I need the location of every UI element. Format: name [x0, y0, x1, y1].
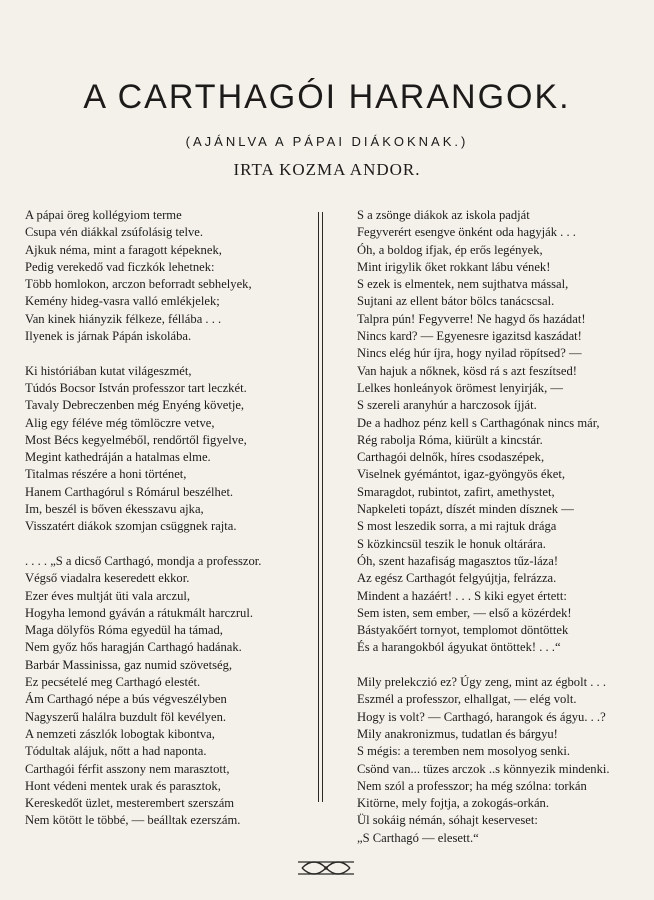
verse-line: A pápai öreg kollégyiom terme	[25, 208, 182, 222]
verse-line: Sem isten, sem ember, — első a közérdek!	[357, 605, 572, 620]
verse-line: Ilyenek is járnak Pápán iskolába.	[25, 329, 192, 344]
verse-line: Talpra pún! Fegyverre! Ne hagyd ős hazádat!	[357, 311, 586, 326]
verse-line: Van hajuk a nőknek, kösd rá s azt feszítsed!	[357, 363, 577, 378]
verse-line: Viselnek gyémántot, igaz-gyöngyös éket,	[357, 467, 566, 482]
verse-line: S mégis: a teremben nem mosolyog senki.	[357, 744, 571, 759]
verse-line: Fegyverért esengve önként oda hagyják . . .	[357, 225, 576, 240]
verse-line: Tavaly Debreczenben még Enyéng követje,	[25, 398, 245, 413]
verse-line: Barbár Massinissa, gaz numid szövetség,	[25, 657, 233, 672]
verse-line: Bástyakőért tornyot, templomot döntöttek	[357, 623, 569, 638]
verse-line: Nem szól a professzor; ha még szólna: torkán	[357, 778, 587, 793]
verse-line: Lelkes honleányok örömest lenyirják, —	[357, 380, 563, 395]
verse-line: A nemzeti zászlók lobogtak kibontva,	[25, 726, 215, 741]
left-column	[25, 207, 310, 847]
right-stanza	[357, 674, 642, 847]
ornament-icon	[294, 858, 358, 878]
column-divider-line	[322, 212, 323, 802]
verse-line: Alig egy féléve még tömlöczre vetve,	[25, 415, 215, 430]
verse-line: Több homlokon, arczon beforradt sebhelyek,	[25, 277, 252, 292]
verse-line: Ezer éves multját üti vala arczul,	[25, 588, 191, 603]
verse-line: S közkincsül teszik le honuk oltárára.	[357, 536, 546, 551]
verse-line: Ez pecsételé meg Carthagó elestét.	[25, 675, 201, 690]
verse-line: Nagyszerű halálra buzdult föl kevélyen.	[25, 709, 227, 724]
verse-line: Carthagói férfit asszony nem marasztott,	[25, 761, 230, 776]
left-stanza	[25, 553, 310, 830]
verse-line: Végső viadalra keseredett ekkor.	[25, 571, 190, 586]
verse-line: Ki históriában kutat világeszmét,	[25, 363, 192, 378]
verse-line: Smaragdot, rubintot, zafirt, amethystet,	[357, 484, 555, 499]
verse-line: De a hadhoz pénz kell s Carthagónak nincs már,	[357, 415, 600, 430]
verse-line: S szereli aranyhúr a harczosok íjját.	[357, 398, 537, 413]
verse-line: Sujtani az ellent bátor bölcs tanácscsal.	[357, 294, 555, 309]
verse-line: Kereskedőt üzlet, mesterembert szerszám	[25, 796, 235, 811]
verse-line: Rég rabolja Róma, kiürült a kincstár.	[357, 432, 543, 447]
verse-line: Ám Carthagó népe a bús végveszélyben	[25, 692, 227, 707]
verse-line: Nincs kard? — Egyenesre igazitsd kaszádat!	[357, 329, 582, 344]
verse-line: Im, beszél is bőven ékesszavu ajka,	[25, 502, 204, 517]
verse-line: Titalmas részére a honi történet,	[25, 467, 187, 482]
column-divider-line	[318, 212, 319, 802]
verse-line: Az egész Carthagót felgyújtja, felrázza.	[357, 571, 557, 586]
verse-line: Ajkuk néma, mint a faragott képeknek,	[25, 242, 222, 257]
verse-line: Most Bécs kegyelméből, rendőrtől figyelve,	[25, 432, 247, 447]
verse-line: Mindent a hazáért! . . . S kiki egyet értett:	[357, 588, 567, 603]
verse-line: Visszatért diákok szomjan csüggnek rajta.	[25, 519, 237, 534]
verse-line: Hogy is volt? — Carthagó, harangok és ágyu. . .?	[357, 709, 606, 724]
verse-line: „S Carthagó — elesett.“	[357, 830, 479, 845]
verse-line: Hont védeni mentek urak és parasztok,	[25, 778, 221, 793]
verse-line: Hogyha lemond gyáván a rátukmált harczrul.	[25, 605, 254, 620]
left-stanza	[25, 363, 310, 536]
verse-line: Csupa vén diákkal zsúfolásig telve.	[25, 225, 204, 240]
verse-line: S ezek is elmentek, nem sujthatva mással,	[357, 277, 569, 292]
verse-line: S most leszedik sorra, a mi rajtuk drága	[357, 519, 557, 534]
verse-line: És a harangokból ágyukat öntöttek! . . .“	[357, 640, 561, 655]
verse-line: Óh, a boldog ifjak, ép erős legények,	[357, 242, 543, 257]
left-stanza	[25, 207, 310, 345]
right-stanza	[357, 207, 642, 657]
verse-line: Maga dölyfös Róma egyedül ha támad,	[25, 623, 223, 638]
verse-line: Nem kötött le többé, — beálltak ezerszám.	[25, 813, 241, 828]
verse-line: Pedig verekedő vad ficzkók lehetnek:	[25, 259, 215, 274]
right-column	[357, 207, 642, 864]
verse-line: Nincs elég húr íjra, hogy nyilad röpítsed? —	[357, 346, 582, 361]
verse-line: Kemény hideg-vasra valló emlékjelek;	[25, 294, 220, 309]
verse-line: Mily prelekczió ez? Úgy zeng, mint az égbolt . . .	[357, 675, 606, 690]
verse-line: Van kinek hiányzik félkeze, féllába . . .	[25, 311, 222, 326]
verse-line: Megint kathedráján a hatalmas elme.	[25, 450, 211, 465]
verse-line: Ül sokáig némán, sóhajt keserveset:	[357, 813, 538, 828]
verse-line: . . . . „S a dicső Carthagó, mondja a professzor.	[25, 553, 262, 568]
verse-line: Mint irigylik őket rokkant lábu vének!	[357, 259, 551, 274]
dedication: (AJÁNLVA A PÁPAI DIÁKOKNAK.)	[185, 134, 469, 149]
verse-line: Mily anakronizmus, tudatlan és bárgyu!	[357, 726, 558, 741]
verse-line: Túdós Bocsor István professzor tart leczkét.	[25, 380, 247, 395]
verse-line: Csönd van... tüzes arczok ..s könnyezik mindenki.	[357, 761, 610, 776]
verse-line: Carthagói delnők, híres csodaszépek,	[357, 450, 545, 465]
verse-line: Hanem Carthagórul s Rómárul beszélhet.	[25, 484, 234, 499]
verse-line: Eszmél a professzor, elhallgat, — elég volt.	[357, 692, 577, 707]
verse-line: Nem győz hős haragján Carthagó hadának.	[25, 640, 242, 655]
verse-line: S a zsönge diákok az iskola padját	[357, 208, 530, 222]
verse-line: Napkeleti topázt, díszét minden dísznek —	[357, 502, 574, 517]
verse-line: Tódultak alájuk, nőtt a had naponta.	[25, 744, 207, 759]
verse-line: Óh, szent hazafiság magasztos tűz-láza!	[357, 553, 559, 568]
poem-title: A CARTHAGÓI HARANGOK.	[83, 78, 571, 116]
author-line: IRTA KOZMA ANDOR.	[233, 160, 421, 179]
verse-line: Kitörne, mely fojtja, a zokogás-orkán.	[357, 796, 549, 811]
